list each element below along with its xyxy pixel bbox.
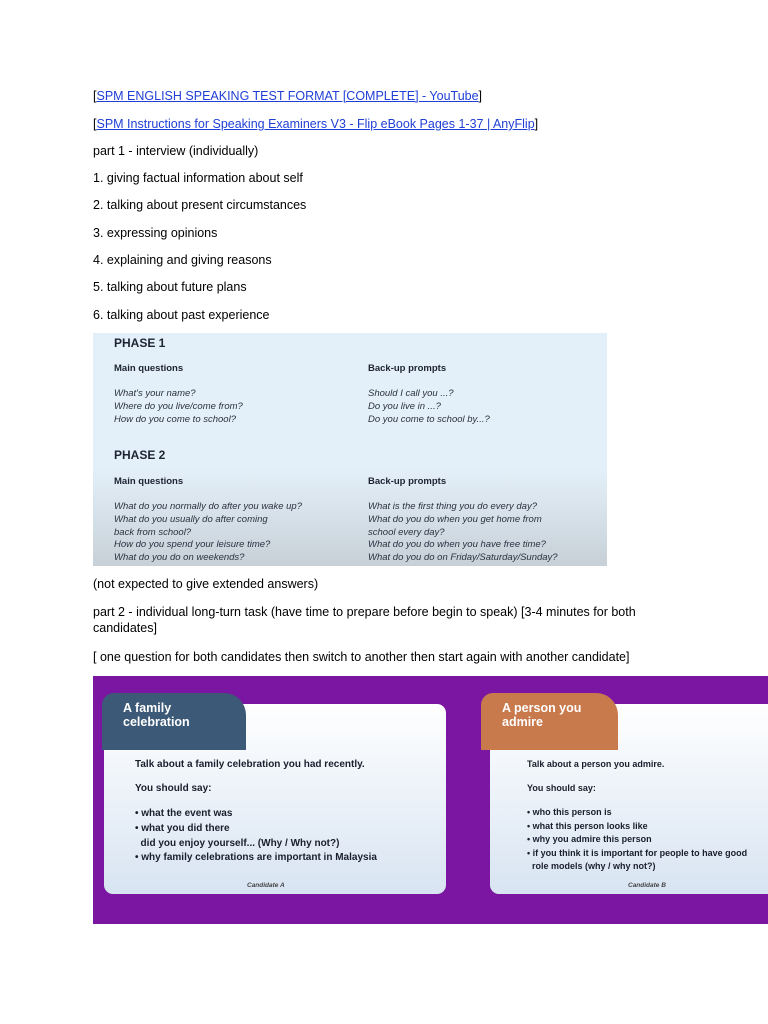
card-a-bullet: • what you did there xyxy=(135,822,230,834)
bracket-open: [ xyxy=(93,117,97,131)
card-a-title-line: celebration xyxy=(123,715,190,729)
card-b-bullets xyxy=(527,806,747,874)
card-b-candidate: Candidate B xyxy=(628,882,666,889)
question: How do you come to school? xyxy=(114,413,236,425)
phase2-main-questions xyxy=(114,501,302,565)
phase2-backup-prompts xyxy=(368,501,558,565)
question: How do you spend your leisure time? xyxy=(114,539,271,551)
card-b-bullet: • who this person is xyxy=(527,807,612,817)
card-b-bullet: • if you think it is important for people to have good xyxy=(527,847,748,858)
phase2-title: PHASE 2 xyxy=(114,448,166,462)
card-b-bullet: role models (why / why not?) xyxy=(527,861,656,871)
card-b-title-line: admire xyxy=(502,715,543,729)
prompt: What do you do when you have free time? xyxy=(368,539,546,551)
part1-item: 6. talking about past experience xyxy=(93,308,270,322)
phase-questions-image xyxy=(93,333,607,566)
phase1-main-questions xyxy=(114,388,243,426)
part1-heading: part 1 - interview (individually) xyxy=(93,144,259,158)
card-b-title-line: A person you xyxy=(502,701,582,715)
card-a-prompt: Talk about a family celebration you had recently. xyxy=(135,759,365,770)
card-a-body xyxy=(135,759,377,866)
question: Where do you live/come from? xyxy=(114,400,243,412)
youtube-link[interactable]: SPM ENGLISH SPEAKING TEST FORMAT [COMPLETE] - YouTube xyxy=(96,89,479,103)
part1-item: 2. talking about present circumstances xyxy=(93,198,307,212)
card-a-bullet: • what the event was xyxy=(135,808,233,819)
phase2-backup-label: Back-up prompts xyxy=(368,476,447,487)
anyflip-link[interactable]: SPM Instructions for Speaking Examiners V3 - Flip eBook Pages 1-37 | AnyFlip xyxy=(96,117,535,131)
prompt: What is the first thing you do every day? xyxy=(368,501,537,512)
phase2-main-label: Main questions xyxy=(114,476,184,487)
youtube-link-line xyxy=(93,88,482,104)
card-b-bullet: • why you admire this person xyxy=(527,834,652,844)
not-expected-note: (not expected to give extended answers) xyxy=(93,577,319,591)
bracket-close: ] xyxy=(478,89,483,103)
card-a-candidate: Candidate A xyxy=(247,882,285,889)
prompt: What do you do when you get home from xyxy=(368,513,542,525)
card-a-bullet: did you enjoy yourself... (Why / Why not?) xyxy=(135,837,340,849)
prompt: school every day? xyxy=(368,526,445,538)
part1-item: 1. giving factual information about self xyxy=(93,171,303,185)
phase1-main-label: Main questions xyxy=(114,363,184,374)
prompt: Do you come to school by...? xyxy=(368,413,490,425)
card-b-tab xyxy=(481,693,618,750)
prompt: What do you do on Friday/Saturday/Sunday? xyxy=(368,552,558,564)
prompt: Should I call you ...? xyxy=(368,388,454,399)
card-a-bullet: • why family celebrations are important in Malaysia xyxy=(135,852,377,864)
bracket-open: [ xyxy=(93,89,97,103)
card-a-should: You should say: xyxy=(135,783,212,794)
part1-item: 3. expressing opinions xyxy=(93,226,218,240)
card-a-title-line: A family xyxy=(123,701,172,715)
question: What do you usually do after coming xyxy=(114,513,268,525)
question: What do you do on weekends? xyxy=(114,552,245,564)
question: What do you normally do after you wake up? xyxy=(114,501,302,512)
prompt: Do you live in ...? xyxy=(368,400,441,412)
card-b-should: You should say: xyxy=(527,783,596,793)
switch-note: [ one question for both candidates then switch to another then start again with another candidate] xyxy=(93,650,630,664)
question: What's your name? xyxy=(114,388,196,399)
card-b-bullet: • what this person looks like xyxy=(527,820,648,831)
part1-item: 4. explaining and giving reasons xyxy=(93,253,272,267)
card-a-tab xyxy=(102,693,246,750)
phase1-title: PHASE 1 xyxy=(114,336,166,350)
bracket-close: ] xyxy=(534,117,539,131)
card-b-body xyxy=(527,759,747,874)
card-a-bullets xyxy=(135,807,377,866)
part2-heading: part 2 - individual long-turn task (have time to prepare before begin to speak) [3-4 minutes for both candidates] xyxy=(93,605,636,635)
phase1-backup-prompts xyxy=(368,388,490,426)
cue-cards-image xyxy=(93,676,768,924)
question: back from school? xyxy=(114,526,192,538)
part1-item: 5. talking about future plans xyxy=(93,280,247,294)
anyflip-link-line xyxy=(93,116,538,132)
card-b-prompt: Talk about a person you admire. xyxy=(527,759,665,769)
phase1-backup-label: Back-up prompts xyxy=(368,363,447,374)
